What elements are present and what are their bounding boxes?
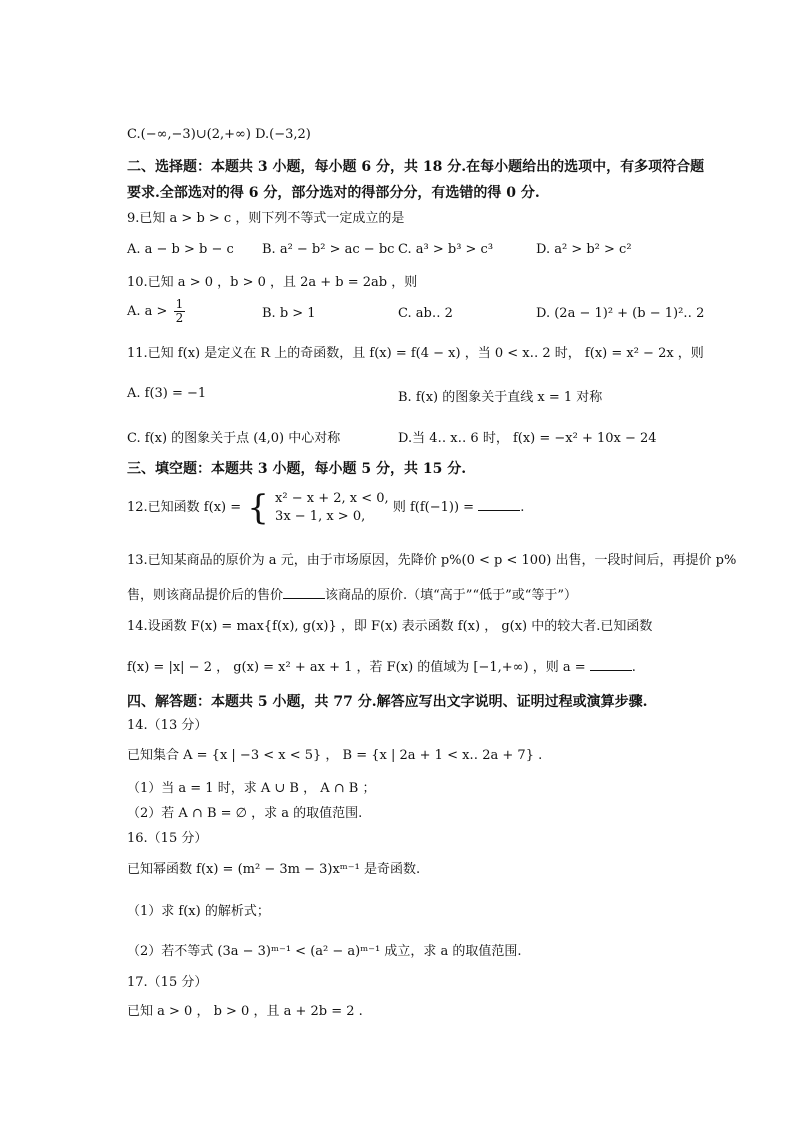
q9-option-b: B. a² − b² > ac − bc: [262, 242, 395, 257]
q13-line2: [127, 586, 577, 605]
answer-blank[interactable]: [478, 498, 520, 511]
section4-heading: 四、解答题：本题共 5 小题，共 77 分.解答应写出文字说明、证明过程或演算步骤.: [127, 694, 648, 710]
p17-stem: 已知 a > 0 ， b > 0 ，且 a + 2b = 2 .: [127, 1004, 363, 1019]
q11-option-b: B. f(x) 的图象关于直线 x = 1 对称: [398, 390, 603, 405]
p15-number: 14.（13 分）: [127, 718, 208, 733]
q14-end: .: [631, 660, 636, 675]
q12-suffix: 则 f(f(−1)) =: [392, 500, 479, 515]
left-brace: {: [247, 487, 269, 528]
section2-heading: 二、选择题：本题共 3 小题，每小题 6 分，共 18 分.在每小题给出的选项中，有多项符合题: [127, 159, 705, 175]
p16-part1: （1）求 f(x) 的解析式；: [127, 904, 270, 919]
answer-blank[interactable]: [283, 586, 325, 599]
q12: [127, 488, 524, 528]
q12-end: .: [520, 500, 525, 515]
q10-option-c: C. ab‥ 2: [398, 306, 453, 321]
q11-option-d: D.当 4‥ x‥ 6 时， f(x) = −x² + 10x − 24: [398, 431, 657, 446]
section2-heading-cont: 要求.全部选对的得 6 分，部分选对的得部分分，有选错的得 0 分.: [127, 185, 540, 201]
p16-part2: （2）若不等式 (3a − 3)ᵐ⁻¹ < (a² − a)ᵐ⁻¹ 成立，求 a 的取值范围.: [127, 944, 522, 959]
piecewise-cases: [275, 490, 389, 526]
q11-option-a: A. f(3) = −1: [127, 386, 207, 401]
q13-line1: 13.已知某商品的原价为 a 元，由于市场原因，先降价 p%(0 < p < 100) 出售，一段时间后，再提价 p%: [127, 553, 737, 568]
p15-stem: 已知集合 A = {x | −3 < x < 5} ， B = {x | 2a + 1 < x‥ 2a + 7} .: [127, 748, 543, 763]
q10-stem: 10.已知 a > 0 ，b > 0 ，且 2a + b = 2ab ，则: [127, 275, 418, 290]
q10-option-b: B. b > 1: [262, 306, 316, 321]
p15-part1: （1）当 a = 1 时，求 A ∪ B ， A ∩ B ；: [127, 781, 376, 796]
q14-line2: [127, 658, 636, 677]
p16-number: 16.（15 分）: [127, 831, 208, 846]
q14-line1: 14.设函数 F(x) = max{f(x), g(x)} ，即 F(x) 表示函数 f(x) ， g(x) 中的较大者.已知函数: [127, 619, 653, 634]
p15-part2: （2）若 A ∩ B = ∅ ，求 a 的取值范围.: [127, 806, 363, 821]
fraction-numerator: 1: [175, 297, 184, 311]
q9-stem: 9.已知 a > b > c ，则下列不等式一定成立的是: [127, 211, 405, 226]
p17-number: 17.（15 分）: [127, 975, 208, 990]
p16-stem: 已知幂函数 f(x) = (m² − 3m − 3)xᵐ⁻¹ 是奇函数.: [127, 862, 421, 877]
q9-option-a: A. a − b > b − c: [127, 242, 234, 257]
fraction: [174, 298, 186, 325]
q10-option-d: D. (2a − 1)² + (b − 1)²‥ 2: [536, 306, 705, 321]
q8-options-cd: C.(−∞,−3)∪(2,+∞) D.(−3,2): [127, 127, 311, 142]
q13-prefix: 售，则该商品提价后的售价: [127, 588, 284, 603]
answer-blank[interactable]: [590, 658, 632, 671]
q10-option-a: [127, 298, 185, 325]
q13-suffix: 该商品的原价.（填“高于”“低于”或“等于”）: [325, 588, 578, 603]
case-1: x² − x + 2, x < 0,: [275, 490, 389, 506]
q14-prefix: f(x) = |x| − 2 ， g(x) = x² + ax + 1 ，若 F(x) 的值域为 [−1,+∞) ，则 a =: [127, 660, 590, 675]
q9-option-d: D. a² > b² > c²: [536, 242, 632, 257]
q11-option-c: C. f(x) 的图象关于点 (4,0) 中心对称: [127, 431, 341, 446]
q11-stem: 11.已知 f(x) 是定义在 R 上的奇函数，且 f(x) = f(4 − x) ，当 0 < x‥ 2 时， f(x) = x² − 2x ，则: [127, 346, 704, 361]
q12-prefix: 12.已知函数 f(x) =: [127, 500, 242, 515]
q9-option-c: C. a³ > b³ > c³: [398, 242, 494, 257]
section3-heading: 三、填空题：本题共 3 小题，每小题 5 分，共 15 分.: [127, 461, 467, 477]
fraction-denominator: 2: [175, 311, 184, 325]
q10-option-a-text: A. a >: [127, 304, 168, 319]
case-2: 3x − 1, x > 0,: [275, 508, 366, 524]
